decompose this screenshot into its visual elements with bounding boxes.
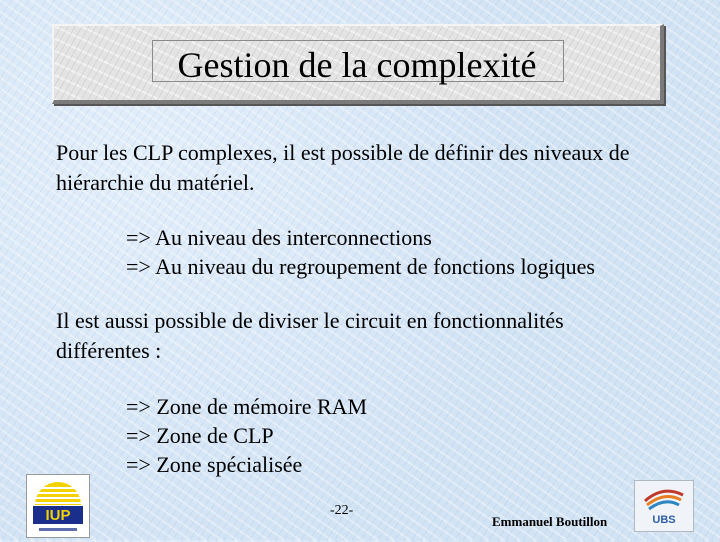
intro-paragraph — [56, 138, 630, 198]
zones-list — [126, 392, 367, 479]
iup-logo-icon — [27, 475, 89, 537]
title-banner — [52, 24, 664, 104]
division-paragraph — [56, 306, 564, 366]
logo-text: IUP — [45, 507, 71, 524]
hierarchy-list — [126, 223, 595, 281]
intro-line-2: hiérarchie du matériel. — [56, 170, 255, 195]
ubs-logo-icon — [635, 481, 693, 531]
list-item: => Au niveau du regroupement de fonctions logiques — [126, 254, 595, 279]
division-line-2: différentes : — [56, 338, 162, 363]
list-item: => Zone spécialisée — [126, 452, 303, 477]
intro-line-1: Pour les CLP complexes, il est possible de définir des niveaux de — [56, 140, 630, 165]
page-number: -22- — [330, 503, 354, 518]
logo-text: UBS — [652, 514, 676, 526]
slide-title: Gestion de la complexité — [177, 45, 537, 85]
ubs-logo — [634, 480, 694, 532]
list-item: => Zone de mémoire RAM — [126, 394, 368, 419]
list-item: => Zone de CLP — [126, 423, 274, 448]
list-item: => Au niveau des interconnections — [126, 225, 432, 250]
division-line-1: Il est aussi possible de diviser le circuit en fonctionnalités — [56, 308, 564, 333]
iup-logo — [26, 474, 90, 538]
author-name: Emmanuel Boutillon — [492, 514, 608, 529]
